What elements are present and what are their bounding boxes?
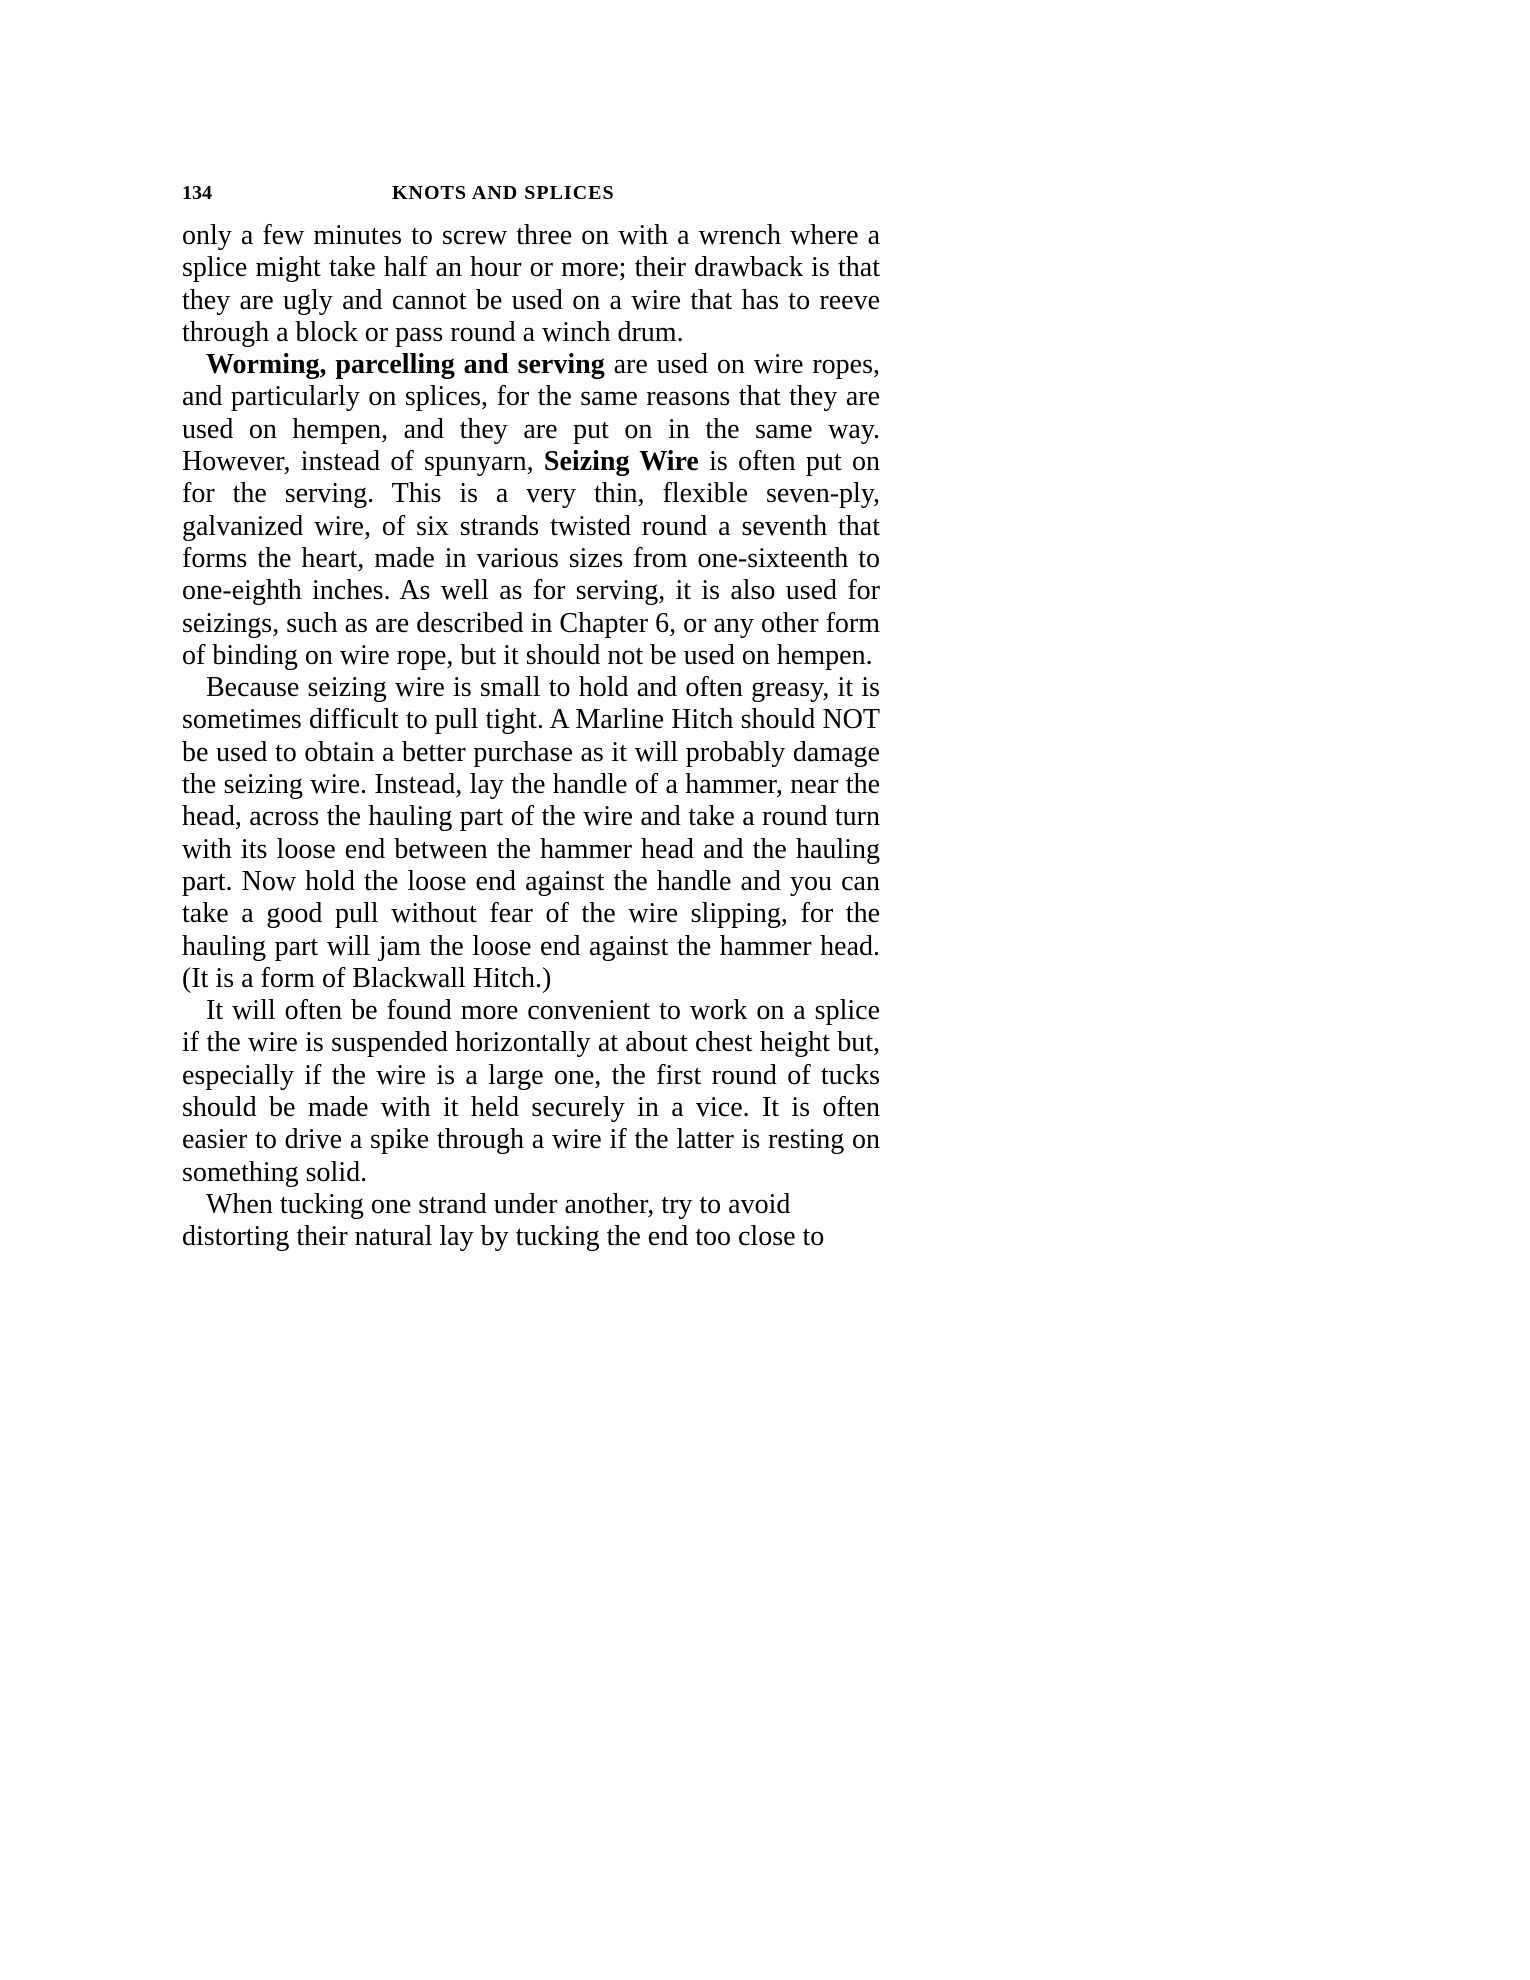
term-seizing-wire: Seizing Wire: [543, 446, 699, 478]
paragraph-3: [182, 672, 880, 995]
body-text: [182, 220, 880, 1254]
paragraph-1-text: only a few minutes to screw three on with a wrench where a splice might take half an hour or more; their drawback is that they are ugly and cannot be used on a wire that has to reeve through a block or pass round a winch drum.: [182, 220, 880, 348]
paragraph-2: [182, 349, 880, 672]
paragraph-5-text: When tucking one strand under another, try to avoid distorting their natural lay by tucking the end too close to: [182, 1188, 825, 1253]
term-worming-parcelling-serving: Worming, parcelling and serving: [206, 349, 605, 381]
paragraph-3-text: Because seizing wire is small to hold and often greasy, it is sometimes difficult to pull tight. A Marline Hitch should NOT be used to obtain a better purchase as it will probably damage the seizing wire. Instead, lay the handle of a hammer, near the head, across the hauling part of the wire and take a round turn with its loose end between the hammer head and the hauling part. Now hold the loose end against the handle and you can take a good pull without fear of the wire slipping, for the hauling part will jam the loose end against the hammer head. (It is a form of Blackwall Hitch.): [182, 672, 880, 994]
paragraph-5: [182, 1189, 880, 1254]
paragraph-2-text-a: are used on wire ropes, and particularly on splices, for the same reasons that they are used on hempen, and they are put on in the same way. However, instead of spunyarn,: [182, 349, 880, 478]
running-title: KNOTS AND SPLICES: [392, 182, 615, 204]
paragraph-1: [182, 220, 880, 349]
paragraph-4-text: It will often be found more convenient to work on a splice if the wire is suspended horizontally at about chest height but, especially if the wire is a large one, the first round of tucks should be made with it held securely in a vice. It is often easier to drive a spike through a wire if the latter is resting on something solid.: [182, 995, 880, 1188]
page-number: 134: [182, 182, 212, 204]
paragraph-2-text-b: is often put on for the serving. This is a very thin, flexible seven-ply, galvanized wire, of six strands twisted round a seventh that forms the heart, made in various sizes from one-sixteenth to one-eighth inches. As well as for serving, it is also used for seizings, such as are described in Chapter 6, or any other form of binding on wire rope, but it should not be used on hempen.: [182, 446, 880, 671]
running-head: [182, 180, 882, 206]
paragraph-4: [182, 995, 880, 1189]
